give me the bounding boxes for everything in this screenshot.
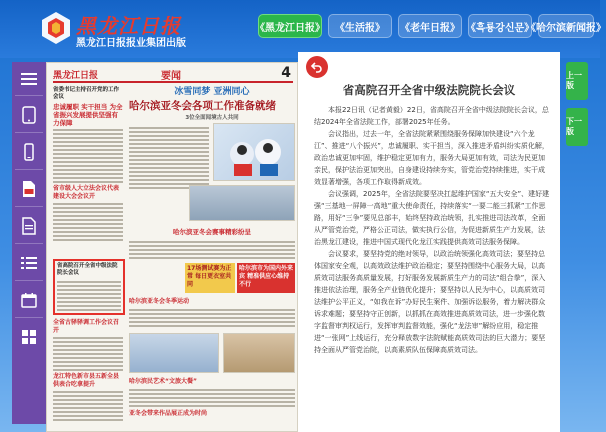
next-page-button[interactable]: 下一版 (566, 108, 588, 146)
tab-harbin-news[interactable]: 《哈尔滨新闻报》 (538, 14, 594, 38)
calendar-icon[interactable] (12, 285, 46, 315)
meeting-photo[interactable] (189, 185, 295, 221)
left-column (53, 87, 123, 431)
mascot-image (214, 124, 296, 182)
article-paragraph: 会议指出，过去一年，全省法院紧紧围绕服务保障加快建设“六个龙江”、推进“八个振兴”，忠诚履职、实干担当，深入推进矛盾纠纷实质化解，政治忠诚更加牢固，维护稳定更加有力，服务大局更加有效，司法为民更加亲民，保护法治更加突出，自身建设持续夯实，管党治党持续推进，实干成效显著增强，各项工作取得新成效。 (314, 130, 549, 186)
left-tool-rail (12, 62, 46, 424)
news-headline[interactable]: 17场测试赛为正常 每日更衣室共同 (185, 263, 235, 293)
article-body (314, 104, 550, 356)
article-paragraph: 本报22日讯（记者黄毅）22日，省高院召开全省中级法院院长会议，总结2024年全省法院工作，部署2025年任务。 (314, 106, 549, 126)
lead-headline[interactable]: 哈尔滨亚冬会各项工作准备就绪 (129, 100, 276, 112)
tab-korean-news[interactable]: 《흑룡강신문》 (468, 14, 532, 38)
page-number: 4 (281, 65, 291, 81)
news-headline[interactable]: 忠诚履职 实干担当 为全省振兴发展提供坚强有力保障 (53, 103, 123, 127)
phone-icon[interactable] (12, 137, 46, 167)
news-headline[interactable]: 龙江特色新市县五新全县供表合吃拿提升 (53, 373, 120, 388)
return-arrow-icon (311, 61, 323, 73)
back-button[interactable] (306, 56, 328, 78)
logo-hexagon-icon (38, 10, 74, 46)
article-paragraph: 会议要求，要坚持党的绝对领导，以政治统领强化高效司法；要坚持总体国家安全观，以高效政法维护政治稳定；要坚持围绕中心服务大局，以高质效司法服务高质量发展，打好服务发展新质生产力的司法“组合拳”，深入推进依法治理，服务全产业链优化提升；要坚持以人民为中心，以高质效司法维护公平正义，“如我在诉”办好民生案件、加强诉讼服务，着力解决群众诉求难题；要坚持守正创新，以抓抓在高效推进高质效司法，进一步强化数字监督审判权运行，发挥审判监督效能，强化“龙法审”解纷应用，稳定推进“一张网”上线运行，充分释放数字法院赋能高质效司法的巨大潜力；要坚持全面从严管党治院，以高素质队伍保障高质效司法。 (314, 250, 546, 354)
page-masthead (53, 67, 293, 83)
site-logo[interactable] (38, 10, 238, 50)
prev-page-button[interactable]: 上一版 (566, 62, 588, 100)
news-headline[interactable]: 省市级人大立法会议代表建设大会会议开 (53, 185, 120, 200)
pdf-icon[interactable] (12, 174, 46, 204)
news-headline[interactable]: 哈尔滨市为国内外来宾 精准供应心维持不行 (237, 263, 295, 293)
article-paragraph: 会议强调，2025年，全省法院要坚决扛起维护国家“五大安全”、建好建强“三基地一屏障一高地”重大使命责任，持续落实“一要二能三抓紧”工作思路，用好“三争”要见总部丰，始终坚持政治统领，扎实推进司法改革，全面从严管党治党，严格公正司法，做实执行公信，为促进新质生产力发展，法治黑龙江建设，推进中国式现代化龙江实践提供高效司法服务保障。 (314, 190, 550, 246)
news-photo-2[interactable] (129, 333, 219, 373)
grid-icon[interactable] (12, 322, 46, 352)
logo-title: 黑龙江日报 (76, 14, 181, 38)
news-photo-3[interactable] (223, 333, 295, 373)
menu-icon[interactable] (12, 64, 46, 94)
lead-subheadline: 3位全面闻境古人共同 (185, 115, 239, 121)
article-panel (298, 52, 560, 432)
top-header (0, 0, 606, 58)
list-icon[interactable] (12, 248, 46, 278)
tab-senior-daily[interactable]: 《老年日报》 (398, 14, 462, 38)
article-title: 省高院召开全省中级法院院长会议 (342, 83, 516, 97)
news-headline[interactable]: 哈尔滨亚冬会赛事精彩纷呈 (173, 228, 251, 236)
news-headline[interactable]: 省委书记主持召开党的工作会议 (53, 87, 120, 100)
news-headline[interactable]: 省高院召开全省中级法院院长会议 (57, 263, 118, 276)
top-banner: 冰雪同梦 亚洲同心 (174, 87, 250, 97)
news-headline[interactable]: 哈尔滨亚冬会冬季运动 (129, 298, 190, 305)
document-icon[interactable] (12, 211, 46, 241)
tab-heilongjiang-daily[interactable]: 《黑龙江日报》 (258, 14, 322, 38)
news-photo[interactable] (213, 123, 295, 181)
news-headline[interactable]: 全省古驿驿调工作会议召开 (53, 319, 120, 334)
tab-life-daily[interactable]: 《生活报》 (328, 14, 392, 38)
page-section: 要闻 (161, 71, 181, 82)
tablet-icon[interactable] (12, 100, 46, 130)
logo-subtitle: 黑龙江日报报业集团出版 (76, 38, 186, 49)
news-headline[interactable]: 哈尔滨民艺术“文旅大餐” (129, 378, 197, 385)
right-column (129, 87, 295, 431)
newspaper-page[interactable] (46, 62, 298, 432)
news-headline[interactable]: 亚冬会带来作品展正成为时尚 (129, 410, 208, 417)
selected-article-highlight[interactable] (53, 259, 125, 315)
page-brand: 黑龙江日报 (53, 71, 99, 81)
